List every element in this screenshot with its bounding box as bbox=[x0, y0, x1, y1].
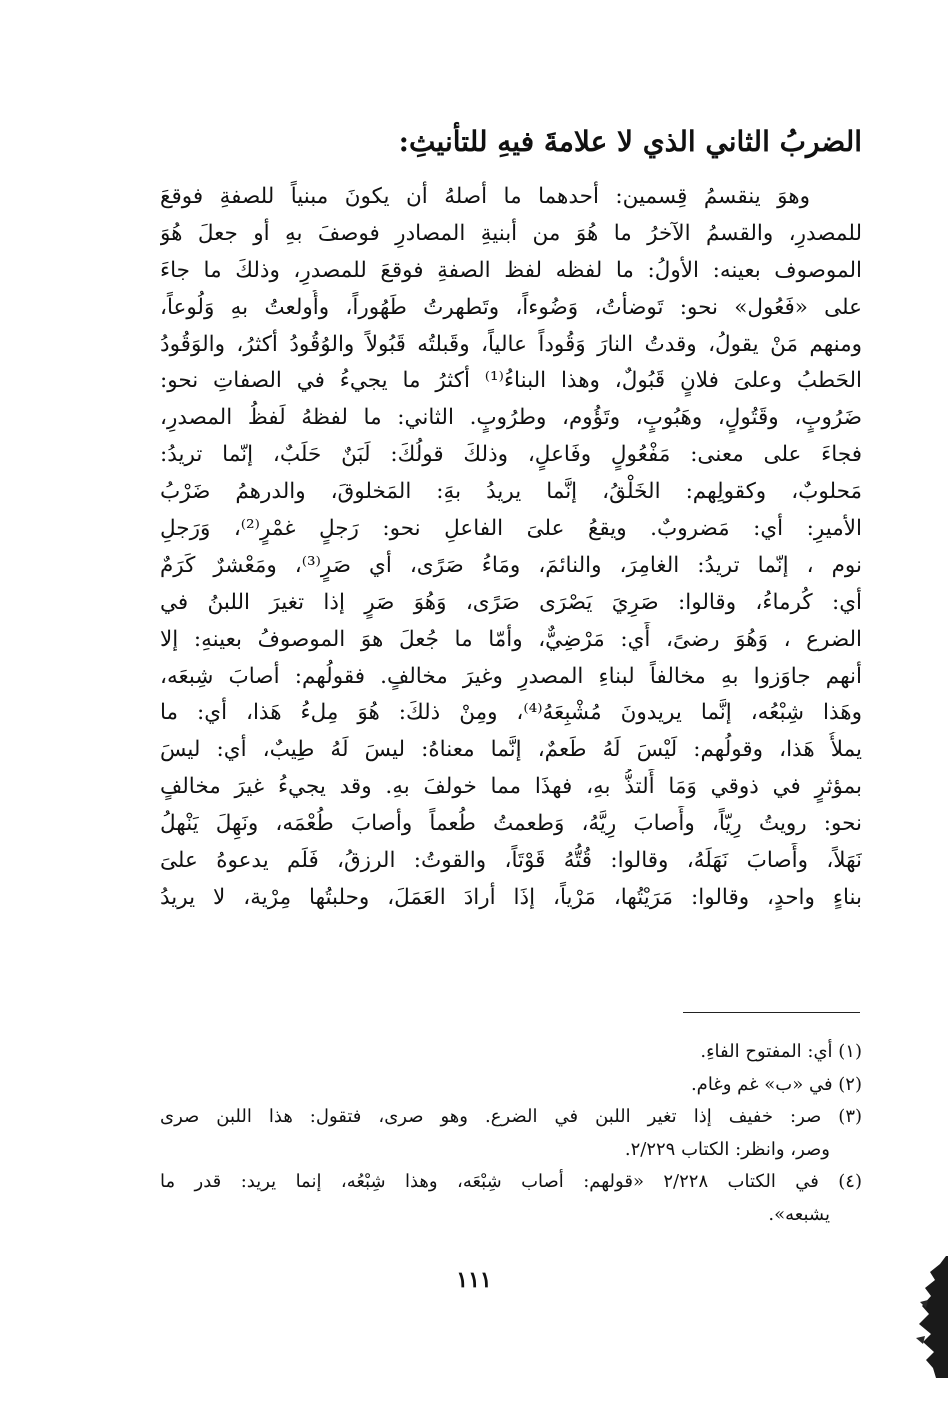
body-line: أي: كُرماءُ، وقالوا: صَرِيَ يَصْرَى صَرًى، وَهُوَ صَرٍ إذا تغيرَ اللبنُ في bbox=[160, 589, 862, 615]
footnote: (٤) في الكتاب ٢/٢٢٨ «قولهم: أصاب شِبْعَه، وهذا شِبْعُه، إنما يريد: قدر ما bbox=[160, 1171, 862, 1193]
section-heading: الضربُ الثاني الذي لا علامةَ فيهِ للتأنيثِ: bbox=[398, 125, 862, 158]
body-line: للمصدرِ، والقسمُ الآخرُ ما هُوَ من أبنيةِ المصادرِ فوصفَ بهِ أو جعلَ هُوَ bbox=[160, 220, 862, 246]
body-line: فجاءَ على معنى: مَفْعُولٍ وفَاعلٍ، وذلكَ قولُكَ: لَبَنٌ حَلَبٌ، إنّما تريدُ: bbox=[160, 442, 862, 468]
footnote: (٣) صر: خفيف إذا تغير اللبن في الضرع. وهو صرى، فتقول: هذا اللبن صرى bbox=[160, 1106, 862, 1128]
body-text bbox=[160, 179, 862, 917]
body-line: الموصوف بعينه: الأولُ: ما لفظه لفظ الصفةِ فوقعَ للمصدرِ، وذلكَ ما جاءَ bbox=[160, 257, 862, 283]
footnotes bbox=[160, 1036, 862, 1232]
page-edge-scan-artifact bbox=[906, 1256, 948, 1378]
footnote-separator bbox=[683, 1012, 860, 1013]
body-line: الحَطبُ وعلىَ فلانٍ قَبُولٌ، وهذا البناءُ⁽¹⁾ أكثرُ ما يجيءُ في الصفاتِ نحو: bbox=[160, 368, 862, 394]
body-line: على «فَعُول» نحو: تَوضأتُ، وَضُوءاً، وتَطهرتُ طَهُوراً، وأُولعتُ بهِ وَلُوعاً، bbox=[160, 294, 862, 320]
body-line: نوم ، إنّما تريدُ: الغامِرَ، والنائمَ، ومَاءُ صَرًى، أي صَرٍ⁽³⁾، ومَعْشرٌ كَرَمٌ bbox=[160, 552, 862, 578]
body-line: نَهَلاً، وأَصابَ نَهَلَهُ، وقالوا: قُتُّهُ قَوْتَاً، والقوتُ: الرزقُ، فَلَم يدعوهُ علىَ bbox=[160, 848, 862, 874]
footnote: (١) أي: المفتوح الفاءِ. bbox=[700, 1041, 862, 1062]
footnote-continuation: وصر، وانظر: الكتاب ٢/٢٢٩. bbox=[624, 1138, 830, 1160]
footnote: (٢) في «ب» غم وغام. bbox=[690, 1073, 862, 1095]
body-line: بناءٍ واحدٍ، وقالوا: مَرَيْتُها، مَرْياً، إذَا أرادَ العَمَلَ، وحلبتُها مِرْية، لا يريدُ bbox=[160, 884, 862, 910]
body-line: وهَذا شِبْعُه، إنَّما يريدونَ مُشْبِعَهُ⁽⁴⁾، ومِنْ ذلكَ: هُوَ مِلءُ هَذا، أي: ما bbox=[160, 700, 862, 726]
body-line: مَحلوبٌ، وكقولِهم: الخَلْقُ، إنَّما يريدُ بهَِ: المَخلوقَ، والدرهمُ ضَرْبُ bbox=[160, 479, 862, 505]
page-number: ١١١ bbox=[456, 1267, 492, 1293]
body-line: أنهم جاوَزوا بهِ مخالفاً لبناءِ المصدرِ وغيرَ مخالفٍ. فقولُهم: أصابَ شِبعَه، bbox=[160, 663, 862, 689]
footnote-continuation: يشبعه». bbox=[768, 1203, 830, 1225]
body-line: يملأُ هَذا، وقولُهم: لَيْسَ لَهُ طَعمٌ، إنَّما معناهُ: ليسَ لَهُ طِيبٌ، أي: ليسَ bbox=[160, 737, 862, 763]
body-line: الضرع ، وَهُوَ رضىً، أَي: مَرْضِيٌّ، وأمّا ما جُعلَ هوَ الموصوفُ بعينهِ: إلا bbox=[160, 626, 862, 652]
body-line: ضَرُوبٍ، وقَتُولٍ، وهَبُوبٍ، وتَؤُوم، وطرُوبٍ. الثاني: ما لفظهُ لَفظُ المصدرِ، bbox=[160, 405, 862, 431]
body-line: وهوَ ينقسمُ قِسمين: أحدهما ما أصلهُ أن يكونَ مبنياً للصفةِ فوقعَ bbox=[160, 184, 810, 209]
body-line: الأميرِ: أي: مَضروبٌ. ويقعُ علىَ الفاعلِ نحو: رَجلٍ غمْرٍ⁽²⁾، وَرَجلِ bbox=[160, 516, 862, 542]
body-line: نحو: رويتُ رِيّاً، وأَصابَ رِيَّهُ، وَطعمتُ طُعماً وأصابَ طُعْمَه، ونَهِلَ يَنْهلُ bbox=[160, 811, 862, 837]
body-line: بمؤثرٍ في ذوقي وَمَا أَلتذُّ بهِ، فهذَا مما خولفَ بهِ. وقد يجيءُ غيرَ مخالفٍ bbox=[160, 774, 862, 800]
body-line: ومنهم مَنْ يقولُ، وقدتُ النارَ وَقُوداً عالياً، وقَبلتُه قَبُولاً والوُقُودُ أكثرُ، والوَقُودُ bbox=[160, 331, 862, 357]
